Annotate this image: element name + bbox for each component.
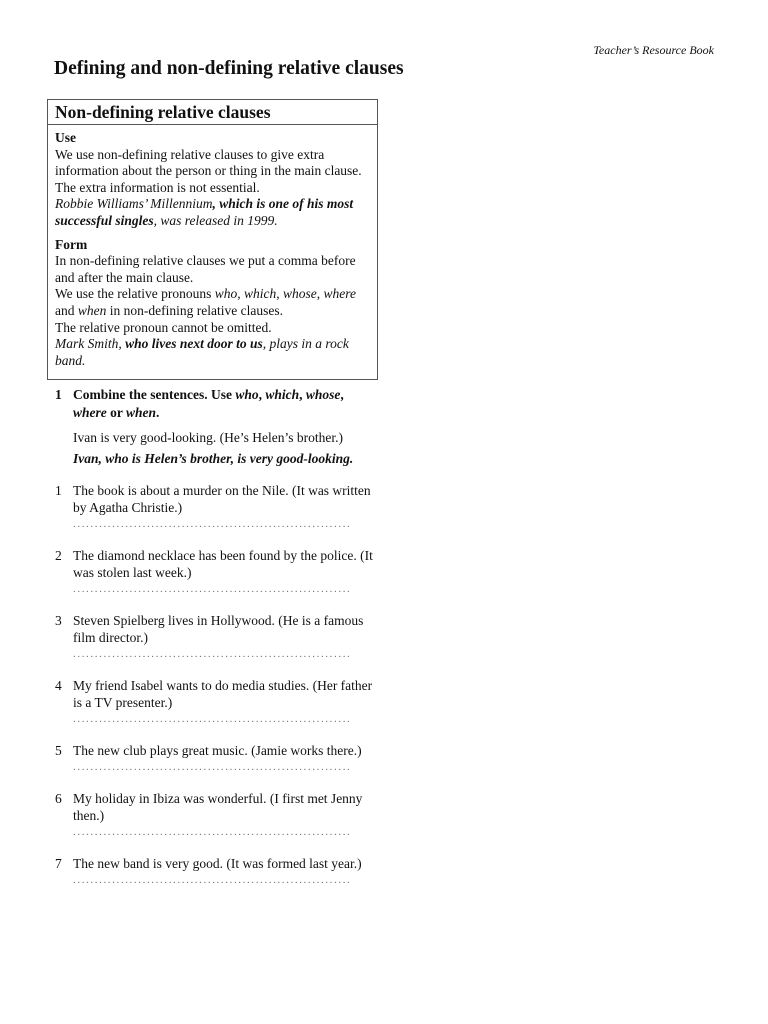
form-who: who	[214, 286, 238, 302]
form-when: when	[77, 302, 107, 318]
use-example-post: , was released in 1999.	[153, 212, 278, 228]
form-whose: whose	[283, 286, 317, 302]
answer-line[interactable]: ................................................................	[73, 583, 352, 595]
answer-line[interactable]: ................................................................	[73, 713, 352, 725]
form-example-pre: Mark Smith,	[55, 336, 126, 352]
use-text: We use non-defining relative clauses to give extra information about the person or thing in the main clause. The extra information is not essential.	[55, 146, 362, 195]
item-number: 1	[55, 483, 62, 498]
exercise-item-1	[55, 482, 375, 530]
exercise-instruction	[55, 386, 375, 422]
exercise-items	[55, 482, 375, 886]
item-text: My holiday in Ibiza was wonderful. (I first met Jenny then.)	[73, 791, 363, 823]
form-line-3: The relative pronoun cannot be omitted.	[55, 319, 272, 335]
exercise-instruction-text	[73, 386, 375, 422]
item-number: 2	[55, 548, 62, 563]
form-example-post: , plays in a rock band.	[55, 336, 349, 368]
model-answer: Ivan, who is Helen’s brother, is very good-looking.	[73, 451, 354, 466]
exercise-number: 1	[55, 387, 62, 402]
item-text: My friend Isabel wants to do media studies. (Her father is a TV presenter.)	[73, 678, 373, 710]
instr-c1: ,	[258, 387, 266, 402]
use-example-pre: Robbie Williams’ Millennium	[55, 196, 213, 212]
model-question: Ivan is very good-looking. (He’s Helen’s brother.)	[73, 430, 343, 445]
answer-line[interactable]: ................................................................	[73, 648, 352, 660]
use-heading: Use	[55, 130, 76, 145]
instr-c2: ,	[299, 387, 306, 402]
grammar-box-title: Non-defining relative clauses	[48, 100, 377, 125]
instr-or: or	[106, 405, 126, 420]
use-example	[55, 196, 370, 229]
instr-when: when	[126, 405, 157, 420]
item-text: Steven Spielberg lives in Hollywood. (He is a famous film director.)	[73, 613, 364, 645]
form-example-bold: who lives next door to us	[125, 336, 263, 352]
item-text: The diamond necklace has been found by the police. (It was stolen last week.)	[73, 548, 373, 580]
item-text: The new band is very good. (It was formed last year.)	[73, 856, 362, 871]
item-number: 5	[55, 743, 62, 758]
page-title: Defining and non-defining relative clauses	[54, 58, 404, 79]
form-line-2-b: in non-defining relative clauses.	[106, 302, 283, 318]
form-comma-2: ,	[276, 286, 284, 302]
grammar-box-body	[48, 125, 377, 369]
item-number: 3	[55, 613, 62, 628]
use-example-bold: , which is one of his most successful singles	[55, 196, 354, 228]
instr-where: where	[73, 405, 107, 420]
form-comma-3: ,	[316, 286, 321, 302]
item-number: 7	[55, 856, 62, 871]
instr-whose: whose	[305, 387, 341, 402]
form-line-2-a: We use the relative pronouns	[55, 286, 215, 302]
exercise-item-4	[55, 677, 375, 725]
exercise-item-6	[55, 790, 375, 838]
form-which: which	[244, 286, 277, 302]
exercise-item-3	[55, 612, 375, 660]
exercise-item-7	[55, 855, 375, 886]
answer-line[interactable]: ................................................................	[73, 518, 352, 530]
item-number: 6	[55, 791, 62, 806]
instr-who: who	[235, 387, 259, 402]
form-example	[55, 336, 370, 369]
item-number: 4	[55, 678, 62, 693]
form-and: and	[55, 302, 78, 318]
item-text: The book is about a murder on the Nile. (It was written by Agatha Christie.)	[73, 483, 371, 515]
form-comma-1: ,	[237, 286, 245, 302]
instr-end: .	[156, 405, 160, 420]
form-line-2	[55, 286, 370, 319]
instr-a: Combine the sentences. Use	[73, 387, 236, 402]
exercise-item-5	[55, 742, 375, 773]
answer-line[interactable]: ................................................................	[73, 826, 352, 838]
form-where: where	[323, 286, 357, 302]
instr-which: which	[265, 387, 300, 402]
book-title: Teacher’s Resource Book	[593, 43, 714, 57]
item-text: The new club plays great music. (Jamie works there.)	[73, 743, 362, 758]
exercise-1	[55, 386, 375, 886]
form-heading: Form	[55, 236, 88, 252]
answer-line[interactable]: ................................................................	[73, 761, 352, 773]
exercise-item-2	[55, 547, 375, 595]
answer-line[interactable]: ................................................................	[73, 874, 352, 886]
grammar-box	[47, 99, 378, 380]
instr-c3: ,	[340, 387, 344, 402]
form-line-1: In non-defining relative clauses we put a comma before and after the main clause.	[55, 253, 356, 285]
